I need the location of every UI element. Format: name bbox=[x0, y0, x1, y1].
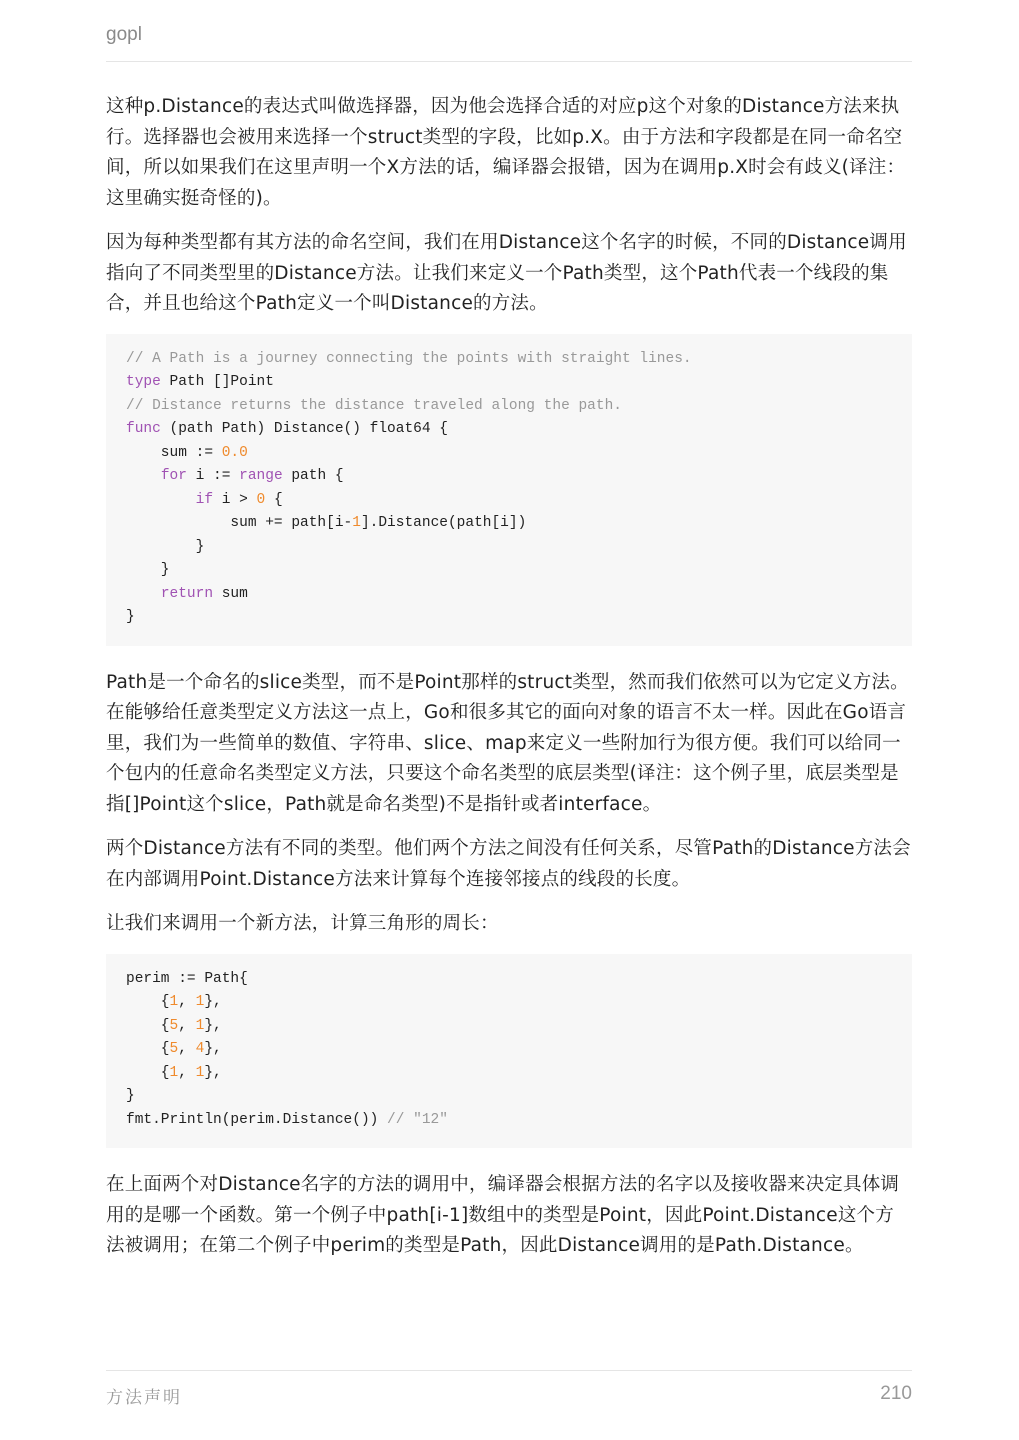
code-text: { bbox=[126, 1041, 170, 1057]
code-comment: // "12" bbox=[387, 1111, 448, 1128]
code-text: } bbox=[126, 1088, 135, 1104]
code-keyword: if bbox=[195, 491, 214, 508]
code-number: 5 bbox=[169, 1041, 179, 1057]
code-comment: // Distance returns the distance traveled along the path. bbox=[126, 397, 622, 414]
code-line bbox=[126, 465, 892, 489]
code-text: , bbox=[178, 994, 196, 1010]
code-block-path-distance bbox=[106, 334, 912, 646]
paragraph-selector: 这种p.Distance的表达式叫做选择器，因为他会选择合适的对应p这个对象的Distance方法来执行。选择器也会被用来选择一个struct类型的字段，比如p.X。由于方法和字段都是在同一命名空间，所以如果我们在这里声明一个X方法的话，编译器会报错，因为在调用p.X时会有歧义(译注：这里确实挺奇怪的)。 bbox=[106, 96, 906, 209]
page-header bbox=[106, 24, 912, 62]
code-line bbox=[126, 991, 892, 1015]
paragraph-two-methods: 两个Distance方法有不同的类型。他们两个方法之间没有任何关系，尽管Path的Distance方法会在内部调用Point.Distance方法来计算每个连接邻接点的线段的长度。 bbox=[106, 838, 911, 890]
code-line bbox=[126, 371, 892, 395]
code-text bbox=[126, 468, 161, 484]
code-line bbox=[126, 1062, 892, 1086]
code-line bbox=[126, 1015, 892, 1039]
code-number: 0.0 bbox=[221, 444, 248, 461]
code-line bbox=[126, 1109, 892, 1133]
code-line bbox=[126, 1038, 892, 1062]
code-text: i > bbox=[213, 491, 257, 508]
code-line bbox=[126, 583, 892, 607]
code-number: 1 bbox=[195, 1017, 205, 1034]
code-line bbox=[126, 606, 892, 630]
code-line bbox=[126, 559, 892, 583]
code-keyword: range bbox=[239, 468, 283, 484]
paragraph-slice-type: Path是一个命名的slice类型，而不是Point那样的struct类型，然而我们依然可以为它定义方法。在能够给任意类型定义方法这一点上，Go和很多其它的面向对象的语言不太一样。因此在Go语言里，我们为一些简单的数值、字符串、slice、map来定义一些附加行为很方便。我们可以给同一个包内的任意命名类型定义方法，只要这个命名类型的底层类型(译注：这个例子里，底层类型是指[]Point这个slice，Path就是命名类型)不是指针或者interface。 bbox=[106, 671, 909, 815]
code-text: sum := bbox=[126, 444, 222, 461]
code-text: path { bbox=[282, 468, 344, 484]
code-line bbox=[126, 536, 892, 560]
code-block-perimeter bbox=[106, 954, 912, 1149]
code-text: }, bbox=[204, 1064, 222, 1081]
code-text: { bbox=[265, 491, 283, 508]
code-number: 5 bbox=[169, 1017, 179, 1034]
code-text: (path Path) Distance() float64 { bbox=[160, 421, 448, 437]
code-line bbox=[126, 1085, 892, 1109]
code-number: 1 bbox=[352, 515, 361, 531]
code-number: 0 bbox=[256, 491, 266, 508]
code-text: sum bbox=[213, 585, 248, 602]
code-line bbox=[126, 348, 892, 372]
code-line bbox=[126, 418, 892, 442]
code-line bbox=[126, 512, 892, 536]
code-text bbox=[126, 492, 196, 508]
code-line bbox=[126, 489, 892, 513]
code-number: 1 bbox=[195, 1064, 205, 1081]
chapter-name: 方法声明 bbox=[106, 1388, 182, 1408]
code-text: } bbox=[126, 609, 135, 625]
code-text: perim := Path{ bbox=[126, 970, 248, 987]
code-text: { bbox=[126, 1017, 170, 1034]
code-number: 4 bbox=[195, 1041, 205, 1057]
code-text: { bbox=[126, 1064, 170, 1081]
code-keyword: return bbox=[160, 585, 214, 602]
code-text: ].Distance(path[i]) bbox=[360, 515, 527, 531]
code-text: } bbox=[126, 562, 170, 578]
code-text: { bbox=[126, 994, 170, 1010]
code-number: 1 bbox=[169, 994, 179, 1010]
code-text: , bbox=[178, 1064, 196, 1081]
code-keyword: type bbox=[126, 374, 161, 390]
code-text: , bbox=[178, 1017, 196, 1034]
code-number: 1 bbox=[195, 994, 205, 1010]
page-footer bbox=[106, 1370, 912, 1408]
code-line bbox=[126, 968, 892, 992]
code-text: sum += path[i- bbox=[126, 515, 353, 531]
code-text bbox=[126, 586, 161, 602]
code-text: i := bbox=[186, 468, 240, 484]
code-text: fmt.Println(perim.Distance()) bbox=[126, 1111, 388, 1128]
code-comment: // A Path is a journey connecting the points with straight lines. bbox=[126, 350, 692, 367]
code-text: }, bbox=[204, 1041, 222, 1057]
code-text: , bbox=[178, 1041, 196, 1057]
code-text: Path []Point bbox=[160, 374, 274, 390]
code-text: } bbox=[126, 538, 205, 555]
code-text: }, bbox=[204, 1017, 222, 1034]
paragraph-call-intro: 让我们来调用一个新方法，计算三角形的周长： bbox=[106, 913, 499, 934]
paragraph-dispatch: 在上面两个对Distance名字的方法的调用中，编译器会根据方法的名字以及接收器来决定具体调用的是哪一个函数。第一个例子中path[i-1]数组中的类型是Point，因此Point.Distance这个方法被调用；在第二个例子中perim的类型是Path，因此Distance调用的是Path.Distance。 bbox=[106, 1174, 900, 1256]
book-title: gopl bbox=[106, 24, 142, 45]
paragraph-namespace: 因为每种类型都有其方法的命名空间，我们在用Distance这个名字的时候，不同的Distance调用指向了不同类型里的Distance方法。让我们来定义一个Path类型，这个Path代表一个线段的集合，并且也给这个Path定义一个叫Distance的方法。 bbox=[106, 232, 907, 314]
code-number: 1 bbox=[169, 1064, 179, 1081]
code-keyword: for bbox=[160, 468, 187, 484]
page-number: 210 bbox=[880, 1383, 912, 1404]
code-keyword: func bbox=[126, 421, 161, 437]
code-line bbox=[126, 442, 892, 466]
page-content bbox=[106, 92, 912, 1276]
code-line bbox=[126, 395, 892, 419]
code-text: }, bbox=[204, 994, 222, 1010]
